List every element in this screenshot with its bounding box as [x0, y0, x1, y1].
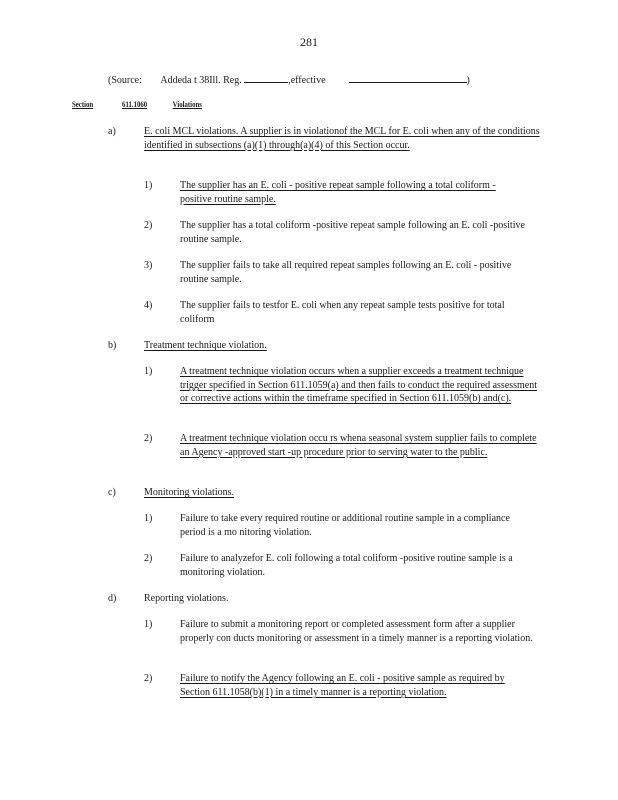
item-a3-marker: 3)	[144, 260, 153, 271]
item-c-marker: c)	[108, 487, 116, 498]
section-label: Section	[72, 100, 94, 109]
source-note	[108, 72, 470, 86]
item-c2-text: Failure to analyzefor E. coli following a total coliform -positive routine sample is a monitoring violation.	[180, 553, 513, 578]
item-b2-text: A treatment technique violation occu rs whena seasonal system supplier fails to complete an Agency -approved start -up procedure prior to serving water to the public.	[180, 433, 537, 458]
source-blank-date	[244, 72, 288, 83]
item-a1-marker: 1)	[144, 180, 153, 191]
item-a4-text: The supplier fails to testfor E. coli when any repeat sample tests positive for total coliform	[180, 300, 505, 325]
item-b-marker: b)	[108, 340, 117, 351]
item-a-marker: a)	[108, 126, 116, 137]
source-effective: ,effective	[288, 75, 326, 86]
item-c-text: Monitoring violations.	[144, 487, 234, 498]
section-number: 611.1060	[122, 100, 148, 109]
item-a-text: E. coli MCL violations. A supplier is in violationof the MCL for E. coli when any of the conditions identified in subsections (a)(1) through(a)(4) of this Section occur.	[144, 126, 540, 151]
source-text: Addeda t 38Ill. Reg.	[160, 75, 242, 86]
item-d-text: Reporting violations.	[144, 593, 229, 604]
item-d1-text: Failure to submit a monitoring report or completed assessment form after a supplier properly con ducts monitoring or assessment in a timely manner is a reporting violation.	[180, 619, 533, 644]
source-open: (Source:	[108, 75, 142, 86]
item-b1-marker: 1)	[144, 366, 153, 377]
section-title: Violations	[172, 100, 202, 109]
item-a1-text: The supplier has an E. coli - positive repeat sample following a total coliform -positive routine sample.	[180, 180, 496, 205]
item-b2-marker: 2)	[144, 433, 153, 444]
item-a2-marker: 2)	[144, 220, 153, 231]
item-d2-text: Failure to notify the Agency following an E. coli - positive sample as required by Section 611.1058(b)(1) in a timely manner is a reporting violation.	[180, 673, 505, 698]
item-a4-marker: 4)	[144, 300, 153, 311]
source-close: )	[466, 75, 470, 86]
item-b-text: Treatment technique violation.	[144, 340, 267, 351]
item-d-marker: d)	[108, 593, 117, 604]
item-a2-text: The supplier has a total coliform -positive repeat sample following an E. coli -positive routine sample.	[180, 220, 525, 245]
item-c1-marker: 1)	[144, 513, 153, 524]
item-d1-marker: 1)	[144, 619, 153, 630]
source-blank-effective	[349, 72, 467, 83]
item-a3-text: The supplier fails to take all required repeat samples following an E. coli - positive routine sample.	[180, 260, 512, 285]
item-c2-marker: 2)	[144, 553, 153, 564]
item-c1-text: Failure to take every required routine or additional routine sample in a compliance period is a mo nitoring violation.	[180, 513, 510, 538]
section-heading	[72, 100, 221, 109]
item-b1-text: A treatment technique violation occurs when a supplier exceeds a treatment technique trigger specified in Section 611.1059(a) and then fails to conduct the required assessment or corrective actions within the timeframe specified in Section 611.1059(b) and(c).	[180, 366, 538, 405]
page-number: 281	[300, 35, 318, 49]
item-d2-marker: 2)	[144, 673, 153, 684]
